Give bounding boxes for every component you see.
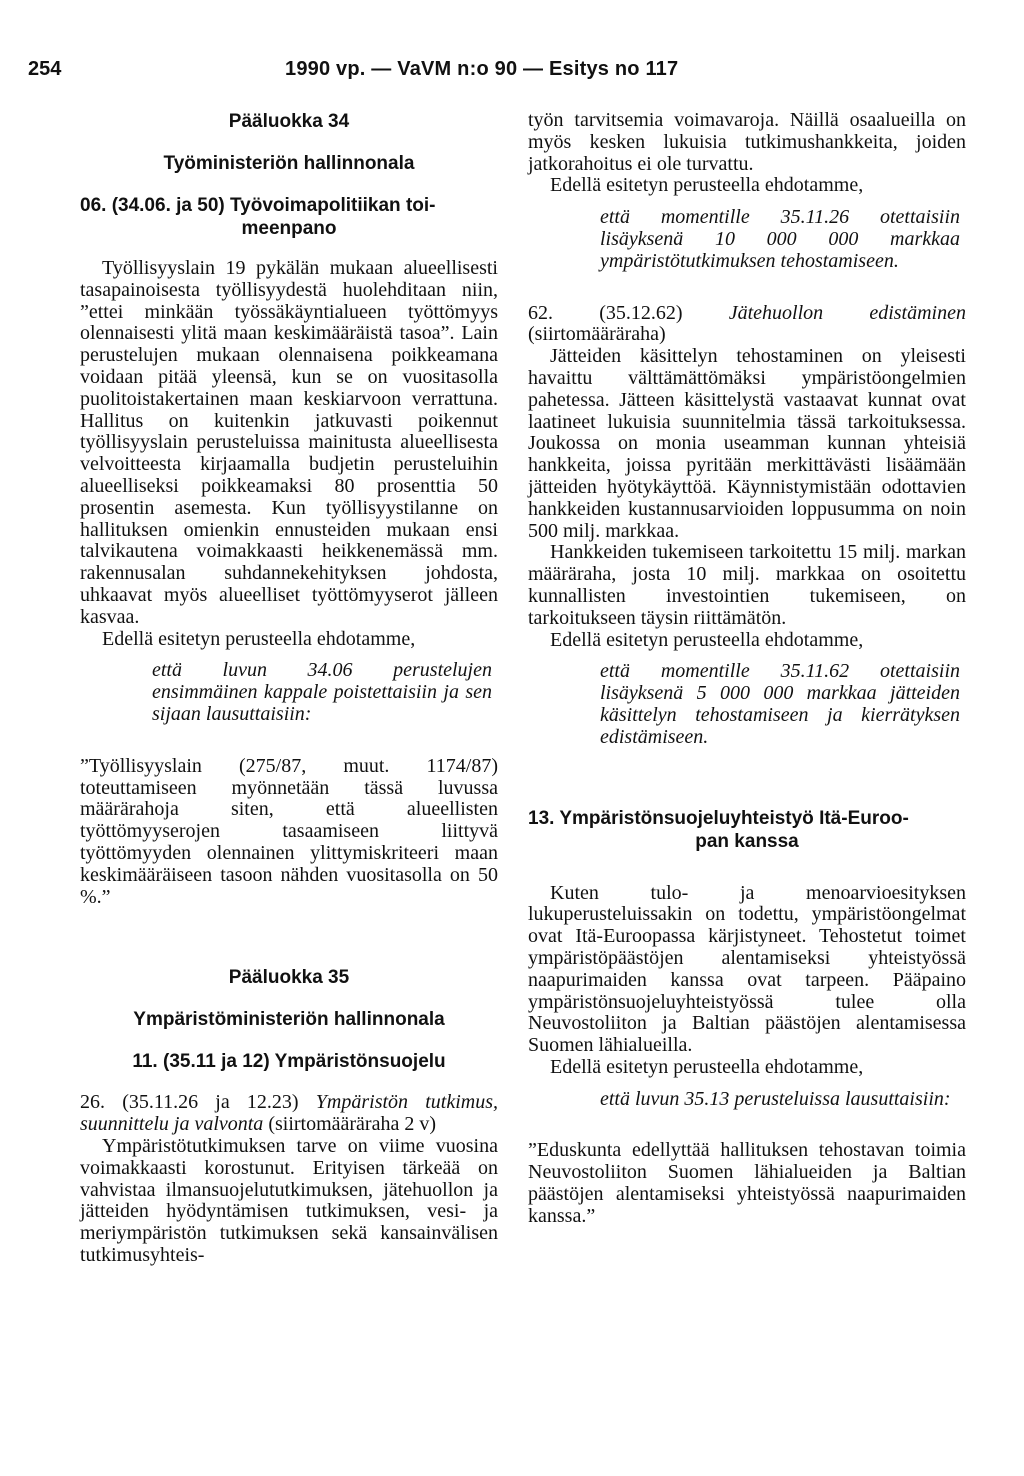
paragraph-funding: Hankkeiden tukemiseen tarkoitettu 15 milj. markan määräraha, josta 10 milj. markkaa on osoitettu kunnallisten investointien tukemiseen, on tarkoitukseen täysin riittämätön. — [528, 541, 966, 629]
page-header — [28, 58, 768, 92]
quote-parliament: ”Eduskunta edellyttää hallituksen tehostavan toimia Neuvostoliiton Suomen lähialueiden ja Baltian päästöjen alentamiseksi yhteistyössä naapurimaiden kanssa.” — [528, 1139, 966, 1227]
section-11-heading: 11. (35.11 ja 12) Ympäristönsuojelu — [132, 1051, 446, 1073]
section-06-heading-line2: meenpano — [241, 218, 337, 239]
proposal-line-4: Edellä esitetyn perusteella ehdotamme, — [550, 1055, 864, 1078]
ministry-34-heading: Työministeriön hallinnonala — [163, 153, 415, 174]
section-13-heading-line1: 13. Ympäristönsuojeluyhteistyö Itä-Euroo- — [528, 807, 909, 829]
quote-employment-act: ”Työllisyyslain (275/87, muut. 1174/87) toteuttamiseen myönnetään tässä luvussa määrärahoja siten, että alueellisten työttömyyserojen tasaamiseen liittyvä työttömyyden olennainen ylittymiskriteeri maan keskimääräiseen tasoon nähden vuositasolla on 50 %.” — [80, 754, 498, 908]
proposal-italic-4: että luvun 35.13 perusteluissa lausuttaisiin: — [600, 1087, 951, 1110]
item-62-tail: (siirtomääräraha) — [528, 323, 666, 346]
running-title: 1990 vp. — VaVM n:o 90 — Esitys no 117 — [285, 58, 679, 80]
proposal-italic-2: että momentille 35.11.26 otettaisiin lisäyksenä 10 000 000 markkaa ympäristötutkimuksen tehostamiseen. — [600, 206, 960, 272]
section-06-heading-line1: 06. (34.06. ja 50) Työvoimapolitiikan toi- — [80, 195, 436, 216]
main-class-34-heading: Pääluokka 34 — [228, 111, 350, 132]
page-number: 254 — [28, 58, 62, 80]
item-62-title: Jätehuollon edistäminen — [728, 301, 966, 324]
paragraph-waste-processing: Jätteiden käsittelyn tehostaminen on yleisesti havaittu välttämättömäksi ympäristöongelmien pahetessa. Jätteen käsittelystä vastaavat kunnat ovat laatineet lukuisia suunnitelmia tässä tarkoituksessa. Joukossa on monia useamman kunnan yhteisiä hankkeita, joissa pyritään merkittävästi lisäämään jätteiden hyötykäyttöä. Käynnistymistään odottavien hankkeiden kustannusarvioiden loppusumma on noin 500 milj. markkaa. — [528, 345, 966, 542]
proposal-line-2: Edellä esitetyn perusteella ehdotamme, — [550, 174, 864, 197]
item-26-lead: 26. (35.11.26 ja 12.23) — [80, 1091, 316, 1114]
paragraph-employment-act: Työllisyyslain 19 pykälän mukaan alueellisesti tasapainoisesta työllisyydestä huolehditaan niin, ”ettei minkään työssäkäyntialueen työttömyys olennaisesti ylitä maan keskimääräistä tasoa”. Lain perustelujen mukaan olennaisena poikkeamana voidaan pitää yleensä, kun se on vuositasolla puolitoistakertainen maan keskiarvoon verrattuna. Hallitus on kuitenkin jatkuvasti poikennut työllisyyslain perusteluissa mainitusta alueellisesta velvoitteesta kirjaamalla budjetin perusteluihin alueelliseksi poikkeamaksi 80 prosenttia 50 prosentin asemesta. Kun työllisyystilanne on hallituksen omienkin ennusteiden mukaan ensi talvikautena voimakkaasti heikkenemässä mm. rakennusalan suhdannekehityksen johdosta, uhkaavat myös alueelliset työttömyyserot jälleen kasvaa. — [80, 257, 498, 628]
left-column — [80, 110, 498, 1267]
paragraph-environment-research: Ympäristötutkimuksen tarve on viime vuosina voimakkaasti korostunut. Erityisen tärkeää on vahvistaa ilmansuojelututkimuksen, jätehuollon ja jätteiden hyödyntämisen tutkimuksen, vesi- ja meriympäristön tutkimuksen sekä kansainvälisen tutkimusyhteis- — [80, 1134, 498, 1266]
proposal-italic-1: että luvun 34.06 perustelujen ensimmäinen kappale poistettaisiin ja sen sijaan lausuttaisiin: — [152, 659, 492, 725]
paragraph-eastern-europe: Kuten tulo- ja menoarvioesityksen lukuperusteluissakin on todettu, ympäristöongelmat ovat Itä-Euroopassa kärjistyneet. Tehostetut toimet ympäristöpäästöjen alentamiseksi yhteistyössä naapurimaiden kanssa ovat tarpeen. Pääpaino ympäristönsuojeluyhteistyössä tulee olla Neuvostoliiton ja Baltian päästöjen alentamisessa Suomen lähialueilla. — [528, 881, 966, 1057]
proposal-italic-3: että momentille 35.11.62 otettaisiin lisäyksenä 5 000 000 markkaa jätteiden käsittelyn tehostamiseen ja kierrätyksen edistämiseen. — [600, 660, 960, 748]
ministry-35-heading: Ympäristöministeriön hallinnonala — [133, 1009, 445, 1031]
item-26-title: Ympäristön tutkimus, suunnittelu ja valvonta — [80, 1091, 498, 1136]
proposal-line-1: Edellä esitetyn perusteella ehdotamme, — [102, 627, 416, 650]
paragraph-continuation: työn tarvitsemia voimavaroja. Näillä osaalueilla on myös kesken lukuisia tutkimushankkeita, joiden jatkorahoitus ei ole turvattu. — [528, 109, 966, 175]
item-26-tail: (siirtomääräraha 2 v) — [263, 1113, 437, 1136]
item-26-heading — [80, 1092, 498, 1136]
main-class-35-heading: Pääluokka 35 — [228, 967, 350, 989]
item-62-heading — [528, 303, 966, 347]
section-13-heading-line2: pan kanssa — [695, 830, 799, 852]
proposal-line-3: Edellä esitetyn perusteella ehdotamme, — [550, 628, 864, 651]
item-62-lead: 62. (35.12.62) — [528, 301, 729, 324]
right-column — [528, 110, 966, 1228]
